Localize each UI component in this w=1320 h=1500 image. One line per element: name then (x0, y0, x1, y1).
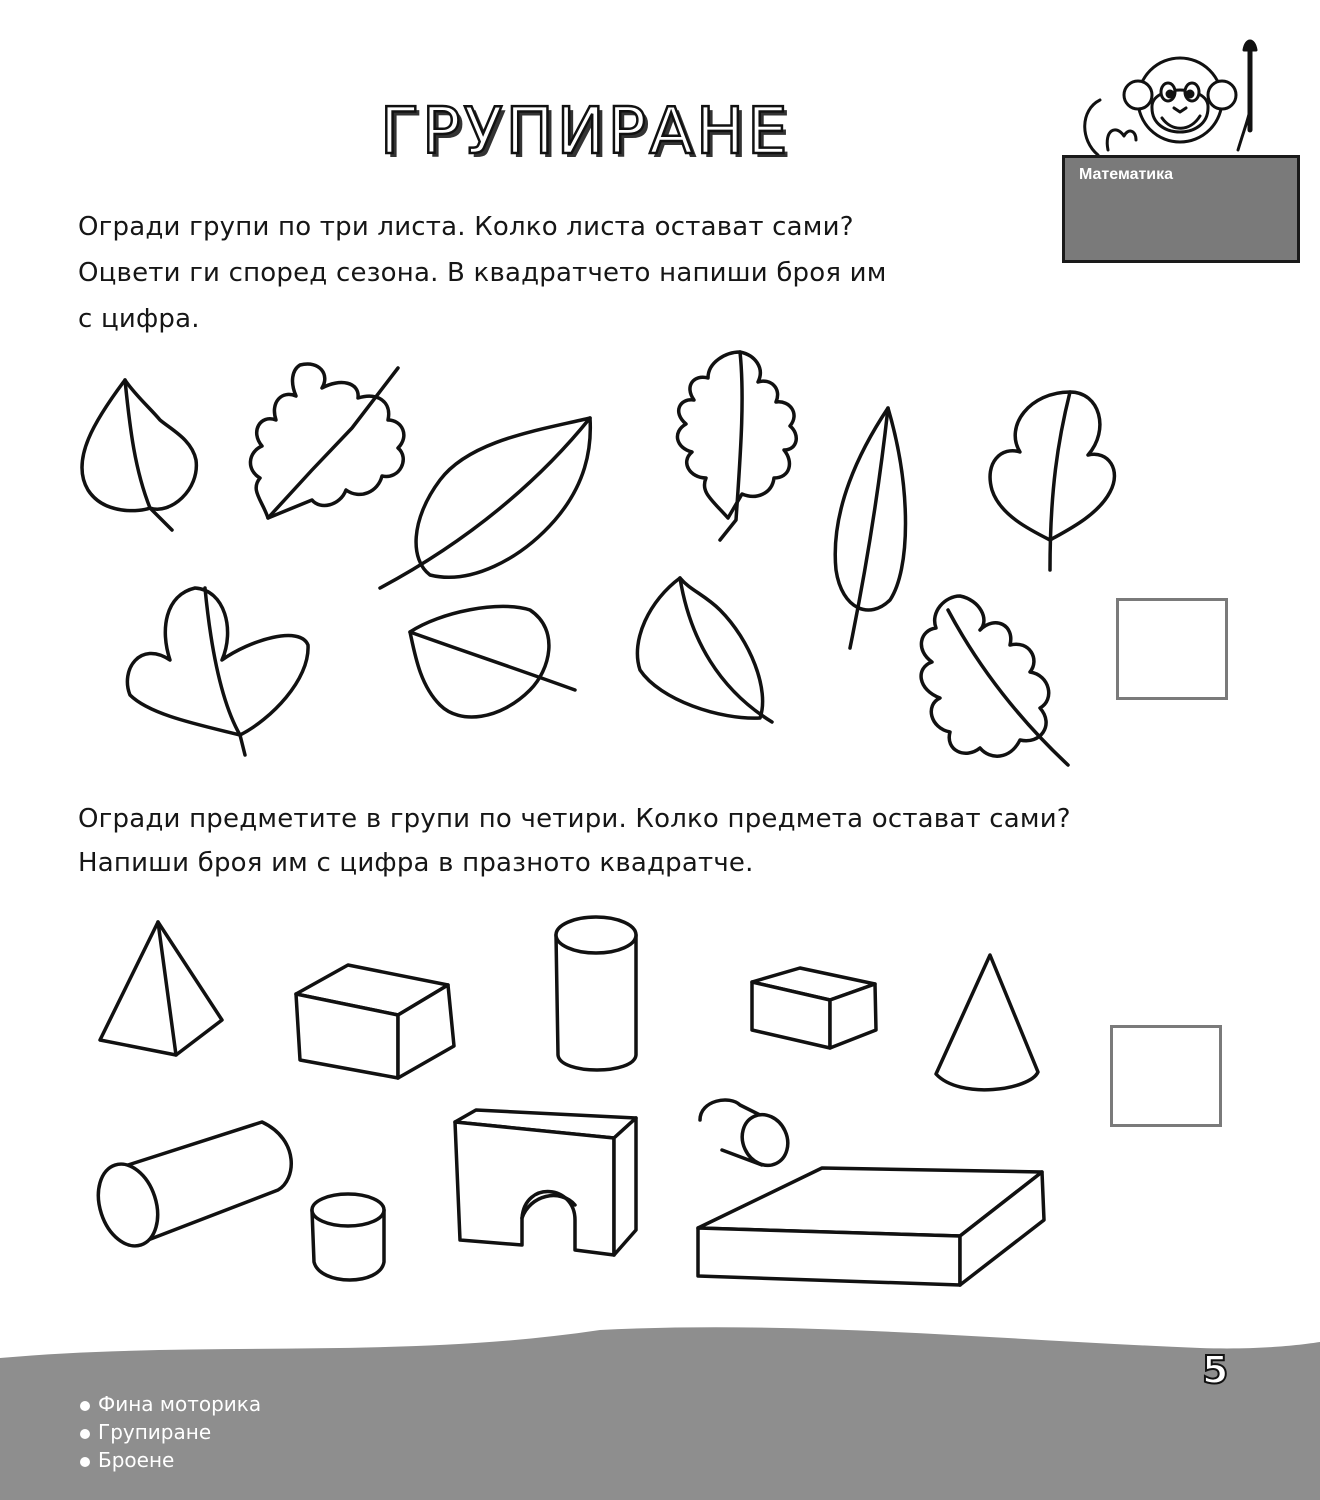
task1-instruction-line: Огради групи по три листа. Колко листа остават сами? (78, 212, 854, 242)
skill-label: Групиране (98, 1420, 212, 1444)
task1-instruction-line: с цифра. (78, 304, 200, 334)
cube-icon[interactable] (752, 968, 876, 1048)
bullet-icon (80, 1457, 90, 1467)
skill-label: Броене (98, 1448, 175, 1472)
cylinder-small-lying-icon[interactable] (700, 1100, 796, 1173)
page-title: ГРУПИРАНЕ (380, 95, 791, 169)
skill-label: Фина моторика (98, 1392, 262, 1416)
cylinder-standing-icon[interactable] (556, 917, 636, 1070)
flat-slab-icon[interactable] (698, 1168, 1044, 1285)
skills-list (80, 1390, 261, 1474)
subject-label: Математика (1079, 166, 1174, 183)
answer-box-solids[interactable] (1110, 1025, 1222, 1127)
task1-instruction-line: Оцвети ги според сезона. В квадратчето напиши броя им (78, 258, 887, 288)
cone-icon[interactable] (936, 955, 1038, 1090)
bullet-icon (80, 1429, 90, 1439)
skill-item (80, 1418, 261, 1446)
task2-instruction-line: Напиши броя им с цифра в празното квадратче. (78, 848, 754, 878)
skill-item (80, 1446, 261, 1474)
skill-item (80, 1390, 261, 1418)
bullet-icon (80, 1401, 90, 1411)
cuboid-icon[interactable] (296, 965, 454, 1078)
task2-instruction-line: Огради предметите в групи по четири. Колко предмета остават сами? (78, 804, 1071, 834)
arch-block-icon[interactable] (455, 1110, 636, 1255)
page-number: 5 (1202, 1348, 1229, 1392)
pyramid-icon[interactable] (100, 922, 222, 1055)
cylinder-lying-icon[interactable] (88, 1122, 291, 1254)
cylinder-short-icon[interactable] (312, 1194, 384, 1280)
